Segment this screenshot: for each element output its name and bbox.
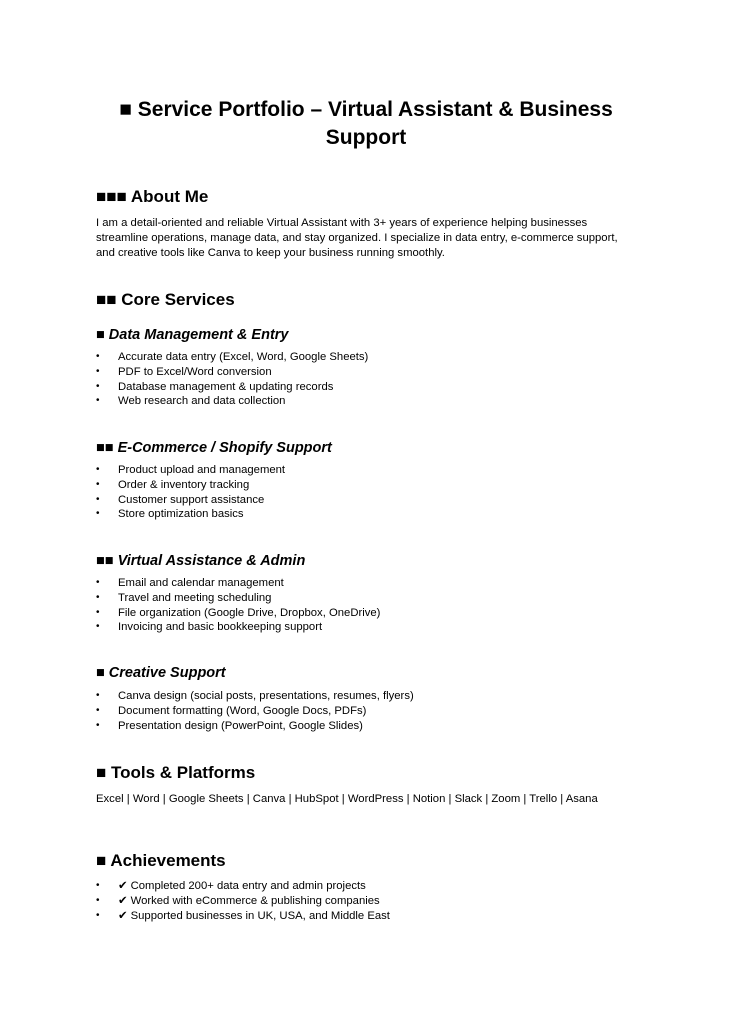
list-item: • Store optimization basics bbox=[96, 508, 244, 521]
list-item: • Product upload and management bbox=[96, 464, 286, 476]
bullet-icon: • bbox=[96, 606, 100, 618]
square-icon: ■■ bbox=[96, 553, 114, 569]
service-list bbox=[96, 350, 636, 409]
bullet-icon: • bbox=[96, 577, 100, 588]
achievements-list bbox=[96, 879, 636, 923]
service-group-heading bbox=[96, 552, 636, 570]
list-item: • Document formatting (Word, Google Docs, PDFs) bbox=[96, 704, 367, 717]
list-item: • ✔ Supported businesses in UK, USA, and Middle East bbox=[96, 909, 390, 922]
square-icon: ■■ bbox=[96, 440, 114, 456]
bullet-icon: • bbox=[96, 704, 100, 716]
tools-heading: ■ Tools & Platforms bbox=[96, 763, 256, 782]
list-item: • Travel and meeting scheduling bbox=[96, 591, 272, 604]
bullet-icon: • bbox=[96, 894, 100, 906]
list-item: • ✔ Worked with eCommerce & publishing companies bbox=[96, 894, 380, 907]
list-item: • Presentation design (PowerPoint, Google Slides) bbox=[96, 719, 363, 732]
list-item: • Accurate data entry (Excel, Word, Google Sheets) bbox=[96, 351, 369, 363]
bullet-icon: • bbox=[96, 880, 100, 891]
bullet-icon: • bbox=[96, 493, 100, 505]
list-item: • Web research and data collection bbox=[96, 395, 286, 408]
bullet-icon: • bbox=[96, 351, 100, 362]
service-list bbox=[96, 463, 636, 522]
service-group-heading bbox=[96, 326, 636, 344]
list-item: • Order & inventory tracking bbox=[96, 478, 250, 491]
about-heading: ■■■ About Me bbox=[96, 187, 209, 206]
service-list bbox=[96, 689, 636, 733]
core-services-heading: ■■ Core Services bbox=[96, 290, 235, 309]
list-item: • Invoicing and basic bookkeeping support bbox=[96, 621, 323, 634]
service-list bbox=[96, 576, 636, 635]
bullet-icon: • bbox=[96, 395, 100, 407]
list-item: • Canva design (social posts, presentations, resumes, flyers) bbox=[96, 690, 414, 702]
list-item: • Database management & updating records bbox=[96, 380, 334, 393]
list-item: • PDF to Excel/Word conversion bbox=[96, 365, 272, 378]
service-group-title: Data Management & Entry bbox=[108, 327, 289, 343]
bullet-icon: • bbox=[96, 380, 100, 392]
bullet-icon: • bbox=[96, 690, 100, 701]
achievements-heading: ■ Achievements bbox=[96, 851, 226, 870]
list-item: • Customer support assistance bbox=[96, 493, 265, 506]
square-icon: ■ bbox=[96, 665, 105, 681]
bullet-icon: • bbox=[96, 365, 100, 377]
list-item: • File organization (Google Drive, Dropbox, OneDrive) bbox=[96, 606, 381, 619]
service-group-title: E-Commerce / Shopify Support bbox=[117, 440, 332, 456]
page-title: ■ Service Portfolio – Virtual Assistant & Business Support bbox=[119, 98, 613, 149]
service-group-title: Virtual Assistance & Admin bbox=[117, 553, 306, 569]
service-group-heading bbox=[96, 439, 636, 457]
bullet-icon: • bbox=[96, 464, 100, 475]
bullet-icon: • bbox=[96, 508, 100, 520]
bullet-icon: • bbox=[96, 478, 100, 490]
square-icon: ■ bbox=[96, 327, 105, 343]
bullet-icon: • bbox=[96, 909, 100, 921]
bullet-icon: • bbox=[96, 621, 100, 633]
bullet-icon: • bbox=[96, 719, 100, 731]
tools-text: Excel | Word | Google Sheets | Canva | HubSpot | WordPress | Notion | Slack | Zoom | Trello | Asana bbox=[96, 793, 598, 805]
list-item: • Email and calendar management bbox=[96, 577, 284, 589]
service-group-heading bbox=[96, 664, 636, 682]
bullet-icon: • bbox=[96, 591, 100, 603]
about-text: I am a detail-oriented and reliable Virtual Assistant with 3+ years of experience helping businesses streamline operations, manage data, and stay organized. I specialize in data entry, e-commerce support, and creative tools like Canva to keep your business running smoothly. bbox=[96, 217, 618, 259]
service-group-title: Creative Support bbox=[108, 665, 226, 681]
list-item: • ✔ Completed 200+ data entry and admin projects bbox=[96, 880, 366, 892]
